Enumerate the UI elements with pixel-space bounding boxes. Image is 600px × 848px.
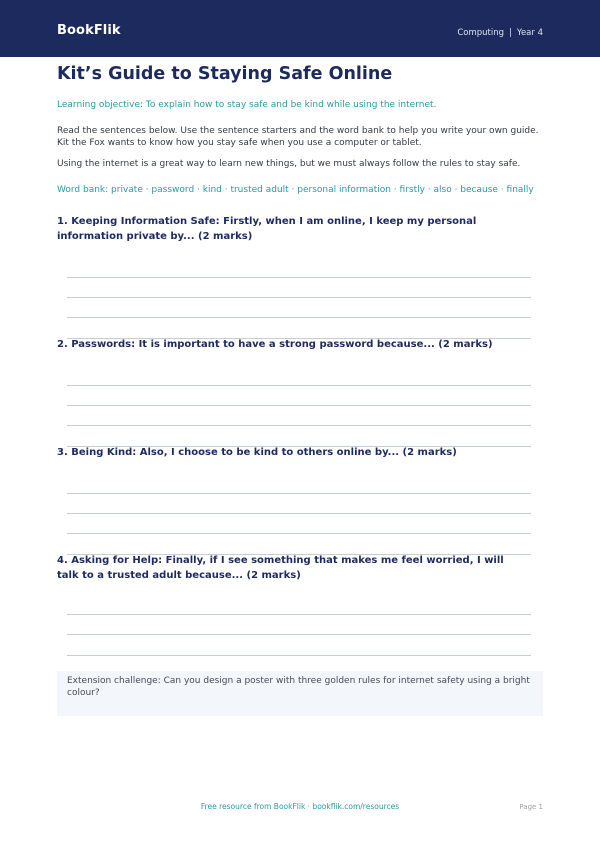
question-1: 1. Keeping Information Safe: Firstly, when I am online, I keep my personal information private by... (2 marks) [57,216,477,242]
meta-separator: | [509,28,512,38]
answer-line[interactable] [67,634,531,635]
answer-line[interactable] [67,533,531,534]
answer-line[interactable] [67,614,531,615]
question-3: 3. Being Kind: Also, I choose to be kind to others online by... (2 marks) [57,447,457,458]
learning-objective: Learning objective: To explain how to stay safe and be kind while using the internet. [57,100,437,110]
answer-line[interactable] [67,513,531,514]
answer-line[interactable] [67,385,531,386]
answer-line[interactable] [67,655,531,656]
word-bank: Word bank: private · password · kind · trusted adult · personal information · firstly · also · because · finally [57,185,534,195]
brand-logo-text: BookFlik [57,23,121,38]
footer-credit: Free resource from BookFlik · bookflik.com/resources [200,802,400,811]
question-4: 4. Asking for Help: Finally, if I see something that makes me feel worried, I will talk to a trusted adult because... (2 marks) [57,555,504,581]
page-number: Page 1 [519,803,543,811]
answer-line[interactable] [67,317,531,318]
intro-note: Using the internet is a great way to learn new things, but we must always follow the rules to stay safe. [57,159,521,169]
page-header [0,0,600,57]
answer-line[interactable] [67,297,531,298]
subject-label: Computing [457,28,505,38]
header-meta [457,28,543,38]
answer-line[interactable] [67,493,531,494]
answer-line[interactable] [67,277,531,278]
page-title: Kit’s Guide to Staying Safe Online [57,64,393,84]
question-2: 2. Passwords: It is important to have a strong password because... (2 marks) [57,339,493,350]
intro-instructions: Read the sentences below. Use the sentence starters and the word bank to help you write your own guide. Kit the Fox wants to know how you stay safe when you use a computer or tablet. [57,126,539,148]
answer-line[interactable] [67,405,531,406]
answer-line[interactable] [67,425,531,426]
year-label: Year 4 [516,28,543,38]
extension-challenge: Extension challenge: Can you design a poster with three golden rules for internet safety using a bright colour? [57,671,543,716]
